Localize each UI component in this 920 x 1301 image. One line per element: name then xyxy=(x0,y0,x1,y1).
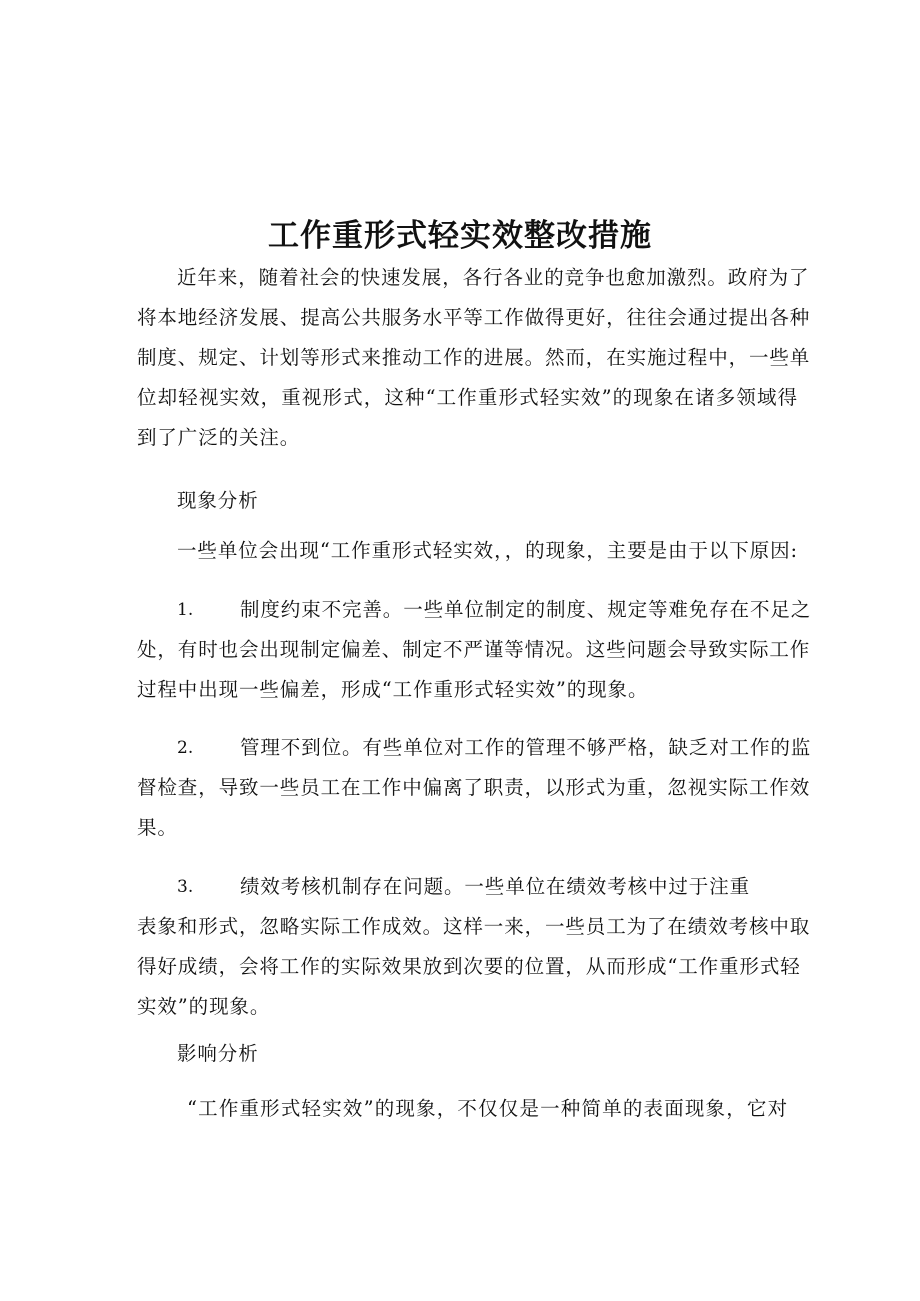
item2-line-3: 果。 xyxy=(137,816,178,839)
intro-line-4: 位却轻视实效，重视形式，这种“工作重形式轻实效”的现象在诸多领域得 xyxy=(137,386,798,409)
item2-line-2: 督检查，导致一些员工在工作中偏离了职责，以形式为重，忽视实际工作效 xyxy=(137,776,811,799)
intro-line-3: 制度、规定、计划等形式来推动工作的进展。然而，在实施过程中，一些单 xyxy=(137,346,811,369)
item2-number: 2. xyxy=(177,738,194,758)
item1-number: 1. xyxy=(177,600,194,620)
item2-line-1: 管理不到位。有些单位对工作的管理不够严格，缺乏对工作的监 xyxy=(240,736,812,759)
intro-line-2: 将本地经济发展、提高公共服务水平等工作做得更好，往往会通过提出各种 xyxy=(137,306,811,329)
intro-line-5: 到了广泛的关注。 xyxy=(137,426,301,449)
intro-line-1: 近年来，随着社会的快速发展，各行各业的竞争也愈加激烈。政府为了 xyxy=(177,266,810,289)
section-heading-phenomenon: 现象分析 xyxy=(177,489,259,512)
section1-lead: 一些单位会出现“工作重形式轻实效，，的现象，主要是由于以下原因: xyxy=(177,539,798,562)
item3-line-3: 得好成绩，会将工作的实际效果放到次要的位置，从而形成“工作重形式轻 xyxy=(137,955,801,978)
item1-line-3: 过程中出现一些偏差，形成“工作重形式轻实效”的现象。 xyxy=(137,678,649,701)
item3-line-2: 表象和形式，忽略实际工作成效。这样一来，一些员工为了在绩效考核中取 xyxy=(137,915,811,938)
item3-line-4: 实效”的现象。 xyxy=(137,995,271,1018)
item1-line-1: 制度约束不完善。一些单位制定的制度、规定等难免存在不足之 xyxy=(240,598,812,621)
section2-lead: “工作重形式轻实效”的现象，不仅仅是一种简单的表面现象，它对 xyxy=(187,1097,788,1120)
section-heading-impact: 影响分析 xyxy=(177,1042,259,1065)
item3-line-1: 绩效考核机制存在问题。一些单位在绩效考核中过于注重 xyxy=(240,875,751,898)
item3-number: 3. xyxy=(177,877,194,897)
document-title: 工作重形式轻实效整改措施 xyxy=(268,218,652,254)
item1-line-2: 处，有时也会出现制定偏差、制定不严谨等情况。这些问题会导致实际工作 xyxy=(137,638,811,661)
